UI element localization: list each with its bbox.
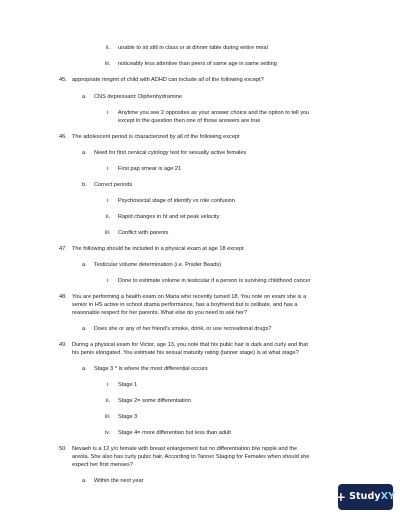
question-text: areola. She also has curly pubic hair. According to Tanner Staging for Females when should she: [72, 454, 310, 460]
plus-icon: +: [335, 490, 347, 504]
question-number: 45.: [59, 77, 67, 83]
list-marker: ii.: [106, 45, 111, 51]
question-text: The adolescent period is characterized by all of the following except: [72, 134, 240, 140]
logo-text-xy: XY: [380, 491, 396, 503]
answer-option: CNS depressant: Diphenhydramine: [94, 94, 182, 100]
list-item-text: noticeably less attentive than peers of same age in same setting: [118, 61, 277, 67]
question-text: During a physical exam for Victor, age 13, you note that his pubic hair is dark and curly and that: [72, 342, 308, 348]
list-marker: i.: [107, 382, 110, 388]
list-marker: iii.: [105, 61, 111, 67]
list-marker: i.: [107, 198, 110, 204]
list-marker: i.: [107, 278, 110, 284]
question-number: 47.: [59, 246, 67, 252]
studyxy-logo: [335, 484, 396, 510]
list-item-text: Anytime you see 2 opposites as your answer choice and the option to tell you: [118, 110, 310, 116]
list-item-text: First pap smear is age 21: [118, 166, 182, 172]
list-item-text: Stage 4= more differentian but less than adult: [118, 430, 231, 436]
list-item-text: Psychosocial stage of identify vs role confusion: [118, 198, 235, 204]
list-marker: iii.: [105, 414, 111, 420]
list-marker: i.: [107, 166, 110, 172]
question-number: 49.: [59, 342, 67, 348]
answer-option: Stage 3 * is where the most differential occurs: [94, 366, 208, 372]
list-marker: a.: [82, 366, 87, 372]
question-text: Nevaeh is a 12 y/o female with breast enlargement but no differentiation b/w nipple and the: [72, 446, 298, 452]
list-marker: iii.: [105, 230, 111, 236]
list-item-text: Stage 2= some differentiation: [118, 398, 191, 404]
answer-option: Correct periods: [94, 182, 133, 188]
answer-option: Within the next year: [94, 478, 144, 484]
list-marker: iv.: [105, 430, 111, 436]
answer-option: Need for first cervical cytology test for sexually active females: [94, 150, 247, 156]
question-text: his penis elongated. You estimate his sexual maturity rating (tanner stage) is at what stage?: [72, 350, 299, 356]
question-number: 46.: [59, 134, 67, 140]
question-text: reasonable respect for her parents. What else do you need to ask her?: [72, 310, 248, 316]
list-marker: ii.: [106, 214, 111, 220]
list-item-text: unable to sit still in class or at dinner table during entire meal: [118, 45, 268, 51]
list-item-text: Stage 1: [118, 382, 138, 388]
list-item-text: Conflict with parents: [118, 230, 169, 236]
list-marker: i.: [107, 110, 110, 116]
list-marker: b.: [82, 182, 87, 188]
question-text: senior in HS active in school drama performance, has a boyfriend but is celibate, and has a: [72, 302, 298, 308]
question-text: The following should be included in a physical exam at age 18 except: [72, 246, 244, 252]
list-marker: a.: [82, 150, 87, 156]
question-number: 50.: [59, 446, 67, 452]
question-text: You are performing a health exam on Maria who recently turned 18. You note on exam she is a: [72, 294, 307, 300]
list-item-text: Stage 3: [118, 414, 138, 420]
question-text: expect her first menses?: [72, 462, 133, 468]
list-marker: a.: [82, 326, 87, 332]
list-marker: a.: [82, 94, 87, 100]
list-item-text: except in the question then one of those answers are true: [118, 118, 261, 124]
list-marker: a.: [82, 262, 87, 268]
list-marker: a.: [82, 478, 87, 484]
logo-text-study: Study: [349, 491, 381, 503]
question-number: 48.: [59, 294, 67, 300]
list-marker: ii.: [106, 398, 111, 404]
answer-option: Testicular volume determination (i.e. Prader Beads): [94, 262, 222, 268]
question-text: appropriate mngmt of child with ADHD can include all of the following except?: [72, 77, 264, 83]
list-item-text: Done to estimate volume in testicular if a person is surviving childhood cancer: [118, 278, 311, 284]
list-item-text: Rapid changes in ht and wt peak velocity: [118, 214, 220, 220]
answer-option: Does she or any of her friend's smoke, drink, or use recreational drugs?: [94, 326, 272, 332]
